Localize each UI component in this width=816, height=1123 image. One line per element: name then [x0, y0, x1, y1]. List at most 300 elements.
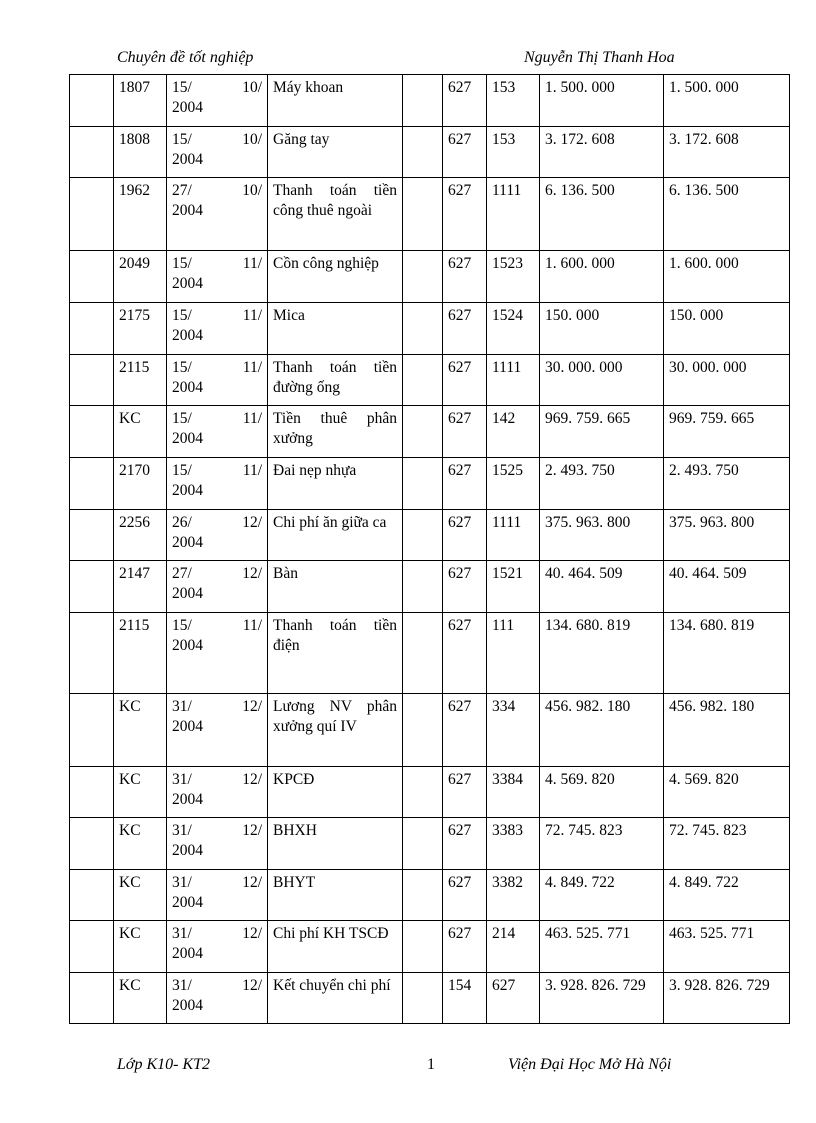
amount-total-value: 150. 000: [669, 307, 724, 324]
amount-value: 1. 600. 000: [545, 255, 615, 272]
cell-credit-account: [487, 694, 540, 767]
date-month: 11/: [242, 410, 262, 427]
doc-number: 2175: [119, 307, 150, 324]
credit-account: 1111: [492, 514, 522, 531]
cell-description: [268, 818, 403, 870]
cell-description: [268, 355, 403, 406]
date-year: 2004: [172, 379, 203, 396]
cell-date: [167, 75, 268, 127]
cell-blank-left: [70, 75, 114, 127]
table-row: [70, 973, 790, 1024]
cell-credit-account: [487, 178, 540, 251]
cell-amount: [540, 178, 664, 251]
description-text: Thanh toán tiền công thuê ngoài: [273, 182, 397, 219]
cell-amount: [540, 561, 664, 613]
date-day: 31/: [172, 874, 192, 891]
credit-account: 627: [492, 977, 516, 994]
amount-total-value: 456. 982. 180: [669, 698, 755, 715]
cell-date: [167, 818, 268, 870]
cell-debit-account: [443, 303, 487, 355]
doc-number: 1962: [119, 182, 150, 199]
cell-date: [167, 921, 268, 973]
doc-number: 2147: [119, 565, 150, 582]
amount-value: 3. 172. 608: [545, 131, 615, 148]
cell-date: [167, 458, 268, 510]
doc-number: KC: [119, 977, 141, 994]
date-month: 11/: [242, 359, 262, 376]
amount-value: 1. 500. 000: [545, 79, 615, 96]
cell-amount: [540, 458, 664, 510]
credit-account: 3383: [492, 822, 523, 839]
cell-description: [268, 303, 403, 355]
amount-value: 2. 493. 750: [545, 462, 615, 479]
debit-account: 627: [448, 79, 472, 96]
cell-doc-number: [114, 458, 167, 510]
cell-date: [167, 178, 268, 251]
date-day: 15/: [172, 131, 192, 148]
date-month: 10/: [242, 182, 262, 199]
credit-account: 142: [492, 410, 516, 427]
doc-number: 2049: [119, 255, 150, 272]
debit-account: 627: [448, 410, 472, 427]
cell-amount: [540, 127, 664, 178]
cell-debit-account: [443, 561, 487, 613]
debit-account: 627: [448, 771, 472, 788]
description-text: Mica: [273, 307, 305, 324]
table-row: [70, 178, 790, 251]
doc-number: 2115: [119, 359, 150, 376]
cell-description: [268, 870, 403, 921]
amount-value: 72. 745. 823: [545, 822, 623, 839]
debit-account: 627: [448, 617, 472, 634]
doc-number: KC: [119, 925, 141, 942]
date-year: 2004: [172, 202, 203, 219]
cell-description: [268, 75, 403, 127]
date-month: 11/: [242, 255, 262, 272]
date-month: 12/: [242, 565, 262, 582]
date-day: 31/: [172, 698, 192, 715]
cell-debit-account: [443, 870, 487, 921]
date-day: 27/: [172, 182, 192, 199]
cell-amount-total: [664, 973, 790, 1024]
cell-amount-total: [664, 613, 790, 694]
cell-debit-account: [443, 694, 487, 767]
cell-doc-number: [114, 818, 167, 870]
cell-blank-left: [70, 561, 114, 613]
credit-account: 1521: [492, 565, 523, 582]
cell-doc-number: [114, 251, 167, 303]
debit-account: 627: [448, 131, 472, 148]
amount-value: 463. 525. 771: [545, 925, 631, 942]
cell-blank-mid: [403, 694, 443, 767]
table-row: [70, 921, 790, 973]
cell-blank-mid: [403, 251, 443, 303]
cell-amount: [540, 613, 664, 694]
cell-blank-left: [70, 510, 114, 561]
debit-account: 154: [448, 977, 472, 994]
description-text: BHYT: [273, 874, 316, 891]
cell-debit-account: [443, 355, 487, 406]
debit-account: 627: [448, 514, 472, 531]
cell-debit-account: [443, 921, 487, 973]
date-month: 11/: [242, 617, 262, 634]
cell-amount-total: [664, 561, 790, 613]
cell-credit-account: [487, 510, 540, 561]
debit-account: 627: [448, 565, 472, 582]
page-number: 1: [427, 1056, 435, 1073]
date-day: 31/: [172, 925, 192, 942]
description-text: Tiền thuê phân xưởng: [273, 410, 397, 447]
cell-amount-total: [664, 178, 790, 251]
credit-account: 1111: [492, 182, 522, 199]
table-row: [70, 355, 790, 406]
date-year: 2004: [172, 430, 203, 447]
amount-total-value: 1. 600. 000: [669, 255, 739, 272]
description-text: Đai nẹp nhựa: [273, 462, 357, 479]
date-month: 10/: [242, 79, 262, 96]
cell-blank-left: [70, 178, 114, 251]
credit-account: 3384: [492, 771, 523, 788]
table-row: [70, 767, 790, 818]
description-text: BHXH: [273, 822, 317, 839]
cell-amount-total: [664, 767, 790, 818]
cell-amount: [540, 818, 664, 870]
debit-account: 627: [448, 462, 472, 479]
cell-doc-number: [114, 921, 167, 973]
cell-description: [268, 973, 403, 1024]
description-text: Chi phí ăn giữa ca: [273, 514, 387, 531]
description-text: Lương NV phân xưởng quí IV: [273, 698, 397, 735]
date-day: 15/: [172, 307, 192, 324]
doc-number: 1808: [119, 131, 150, 148]
cell-amount-total: [664, 818, 790, 870]
cell-blank-mid: [403, 870, 443, 921]
amount-total-value: 3. 172. 608: [669, 131, 739, 148]
cell-amount: [540, 973, 664, 1024]
cell-blank-left: [70, 355, 114, 406]
date-year: 2004: [172, 842, 203, 859]
cell-amount-total: [664, 75, 790, 127]
cell-date: [167, 561, 268, 613]
cell-doc-number: [114, 870, 167, 921]
cell-debit-account: [443, 127, 487, 178]
cell-debit-account: [443, 613, 487, 694]
cell-debit-account: [443, 178, 487, 251]
cell-credit-account: [487, 75, 540, 127]
date-year: 2004: [172, 151, 203, 168]
cell-doc-number: [114, 694, 167, 767]
cell-debit-account: [443, 767, 487, 818]
amount-total-value: 6. 136. 500: [669, 182, 739, 199]
date-year: 2004: [172, 534, 203, 551]
description-text: Máy khoan: [273, 79, 344, 96]
cell-blank-mid: [403, 458, 443, 510]
amount-value: 150. 000: [545, 307, 600, 324]
doc-number: KC: [119, 410, 141, 427]
cell-blank-mid: [403, 406, 443, 458]
cell-amount: [540, 355, 664, 406]
date-year: 2004: [172, 482, 203, 499]
cell-amount: [540, 406, 664, 458]
cell-blank-left: [70, 613, 114, 694]
amount-value: 6. 136. 500: [545, 182, 615, 199]
cell-description: [268, 767, 403, 818]
debit-account: 627: [448, 182, 472, 199]
date-day: 31/: [172, 822, 192, 839]
date-month: 11/: [242, 307, 262, 324]
header-author: Nguyễn Thị Thanh Hoa: [524, 49, 675, 66]
date-day: 15/: [172, 79, 192, 96]
cell-amount-total: [664, 303, 790, 355]
amount-value: 30. 000. 000: [545, 359, 623, 376]
cell-credit-account: [487, 921, 540, 973]
date-month: 12/: [242, 771, 262, 788]
date-day: 15/: [172, 255, 192, 272]
date-day: 31/: [172, 771, 192, 788]
cell-amount-total: [664, 921, 790, 973]
cell-description: [268, 613, 403, 694]
cell-blank-mid: [403, 510, 443, 561]
debit-account: 627: [448, 822, 472, 839]
cell-amount: [540, 75, 664, 127]
date-year: 2004: [172, 637, 203, 654]
doc-number: 2170: [119, 462, 150, 479]
description-text: Thanh toán tiền đường ống: [273, 359, 397, 396]
cell-debit-account: [443, 973, 487, 1024]
cell-amount-total: [664, 458, 790, 510]
cell-blank-mid: [403, 818, 443, 870]
cell-credit-account: [487, 870, 540, 921]
credit-account: 153: [492, 79, 516, 96]
credit-account: 334: [492, 698, 516, 715]
cell-blank-mid: [403, 561, 443, 613]
cell-amount: [540, 767, 664, 818]
cell-doc-number: [114, 406, 167, 458]
cell-date: [167, 694, 268, 767]
doc-number: 1807: [119, 79, 150, 96]
cell-credit-account: [487, 127, 540, 178]
date-day: 15/: [172, 617, 192, 634]
date-day: 26/: [172, 514, 192, 531]
amount-total-value: 1. 500. 000: [669, 79, 739, 96]
cell-blank-mid: [403, 921, 443, 973]
description-text: KPCĐ: [273, 771, 315, 788]
cell-credit-account: [487, 818, 540, 870]
cell-debit-account: [443, 75, 487, 127]
amount-total-value: 463. 525. 771: [669, 925, 755, 942]
doc-number: KC: [119, 874, 141, 891]
date-year: 2004: [172, 99, 203, 116]
amount-value: 4. 569. 820: [545, 771, 615, 788]
table-row: [70, 870, 790, 921]
cell-date: [167, 127, 268, 178]
date-month: 12/: [242, 698, 262, 715]
table-row: [70, 561, 790, 613]
amount-total-value: 134. 680. 819: [669, 617, 755, 634]
cell-blank-mid: [403, 75, 443, 127]
doc-number: KC: [119, 698, 141, 715]
header-title: Chuyên đề tốt nghiệp: [117, 49, 254, 66]
cell-doc-number: [114, 178, 167, 251]
cell-debit-account: [443, 406, 487, 458]
cell-doc-number: [114, 75, 167, 127]
credit-account: 111: [492, 617, 515, 634]
cell-debit-account: [443, 510, 487, 561]
doc-number: 2115: [119, 617, 150, 634]
cell-credit-account: [487, 355, 540, 406]
amount-total-value: 4. 849. 722: [669, 874, 739, 891]
footer-institution: Viện Đại Học Mở Hà Nội: [508, 1056, 672, 1073]
cell-blank-left: [70, 694, 114, 767]
cell-amount: [540, 510, 664, 561]
debit-account: 627: [448, 359, 472, 376]
cell-blank-left: [70, 973, 114, 1024]
amount-value: 40. 464. 509: [545, 565, 623, 582]
date-day: 27/: [172, 565, 192, 582]
amount-total-value: 72. 745. 823: [669, 822, 747, 839]
cell-amount-total: [664, 127, 790, 178]
cell-date: [167, 303, 268, 355]
date-day: 15/: [172, 359, 192, 376]
date-month: 12/: [242, 977, 262, 994]
cell-blank-left: [70, 870, 114, 921]
cell-blank-left: [70, 458, 114, 510]
cell-description: [268, 921, 403, 973]
table-row: [70, 694, 790, 767]
amount-value: 375. 963. 800: [545, 514, 631, 531]
date-month: 10/: [242, 131, 262, 148]
cell-credit-account: [487, 406, 540, 458]
cell-credit-account: [487, 561, 540, 613]
cell-description: [268, 178, 403, 251]
cell-doc-number: [114, 510, 167, 561]
date-month: 12/: [242, 822, 262, 839]
cell-date: [167, 973, 268, 1024]
cell-amount: [540, 251, 664, 303]
description-text: Cồn công nghiệp: [273, 255, 379, 272]
doc-number: KC: [119, 771, 141, 788]
cell-description: [268, 510, 403, 561]
description-text: Thanh toán tiền điện: [273, 617, 397, 654]
cell-doc-number: [114, 561, 167, 613]
amount-total-value: 4. 569. 820: [669, 771, 739, 788]
description-text: Kết chuyển chi phí: [273, 977, 391, 994]
cell-amount-total: [664, 251, 790, 303]
cell-date: [167, 251, 268, 303]
cell-amount: [540, 870, 664, 921]
cell-date: [167, 870, 268, 921]
cell-amount: [540, 303, 664, 355]
table-row: [70, 303, 790, 355]
amount-value: 969. 759. 665: [545, 410, 631, 427]
cell-description: [268, 127, 403, 178]
cell-blank-mid: [403, 178, 443, 251]
cell-date: [167, 355, 268, 406]
cell-date: [167, 510, 268, 561]
cell-credit-account: [487, 973, 540, 1024]
date-month: 11/: [242, 462, 262, 479]
cell-blank-left: [70, 251, 114, 303]
credit-account: 1111: [492, 359, 522, 376]
amount-total-value: 30. 000. 000: [669, 359, 747, 376]
date-month: 12/: [242, 514, 262, 531]
amount-total-value: 3. 928. 826. 729: [669, 977, 770, 994]
cell-credit-account: [487, 251, 540, 303]
date-year: 2004: [172, 327, 203, 344]
cell-doc-number: [114, 973, 167, 1024]
cell-blank-mid: [403, 127, 443, 178]
cell-blank-left: [70, 767, 114, 818]
footer-class: Lớp K10- KT2: [117, 1056, 211, 1073]
date-year: 2004: [172, 585, 203, 602]
table-row: [70, 127, 790, 178]
credit-account: 3382: [492, 874, 523, 891]
credit-account: 1525: [492, 462, 523, 479]
cell-date: [167, 613, 268, 694]
cell-blank-left: [70, 818, 114, 870]
cell-amount-total: [664, 694, 790, 767]
cell-doc-number: [114, 303, 167, 355]
doc-number: KC: [119, 822, 141, 839]
cell-amount-total: [664, 406, 790, 458]
cell-credit-account: [487, 458, 540, 510]
cell-amount-total: [664, 355, 790, 406]
amount-value: 456. 982. 180: [545, 698, 631, 715]
description-text: Bàn: [273, 565, 298, 582]
cell-credit-account: [487, 303, 540, 355]
date-month: 12/: [242, 925, 262, 942]
cell-debit-account: [443, 818, 487, 870]
cell-amount: [540, 921, 664, 973]
cell-doc-number: [114, 767, 167, 818]
table-row: [70, 818, 790, 870]
cell-blank-mid: [403, 613, 443, 694]
date-day: 15/: [172, 410, 192, 427]
credit-account: 153: [492, 131, 516, 148]
table-row: [70, 510, 790, 561]
cell-description: [268, 406, 403, 458]
cell-description: [268, 561, 403, 613]
debit-account: 627: [448, 255, 472, 272]
amount-total-value: 375. 963. 800: [669, 514, 755, 531]
cell-amount-total: [664, 870, 790, 921]
cell-doc-number: [114, 613, 167, 694]
description-text: Chi phí KH TSCĐ: [273, 925, 389, 942]
amount-value: 3. 928. 826. 729: [545, 977, 646, 994]
amount-total-value: 969. 759. 665: [669, 410, 755, 427]
cell-blank-mid: [403, 355, 443, 406]
cell-blank-left: [70, 406, 114, 458]
ledger-table: [69, 74, 790, 1024]
table-row: [70, 406, 790, 458]
cell-blank-mid: [403, 303, 443, 355]
date-year: 2004: [172, 718, 203, 735]
ledger-body: [70, 75, 790, 1024]
amount-value: 4. 849. 722: [545, 874, 615, 891]
cell-date: [167, 406, 268, 458]
cell-blank-left: [70, 127, 114, 178]
cell-debit-account: [443, 458, 487, 510]
debit-account: 627: [448, 874, 472, 891]
credit-account: 1524: [492, 307, 523, 324]
cell-doc-number: [114, 127, 167, 178]
debit-account: 627: [448, 307, 472, 324]
table-row: [70, 613, 790, 694]
debit-account: 627: [448, 925, 472, 942]
cell-date: [167, 767, 268, 818]
amount-value: 134. 680. 819: [545, 617, 631, 634]
cell-amount-total: [664, 510, 790, 561]
